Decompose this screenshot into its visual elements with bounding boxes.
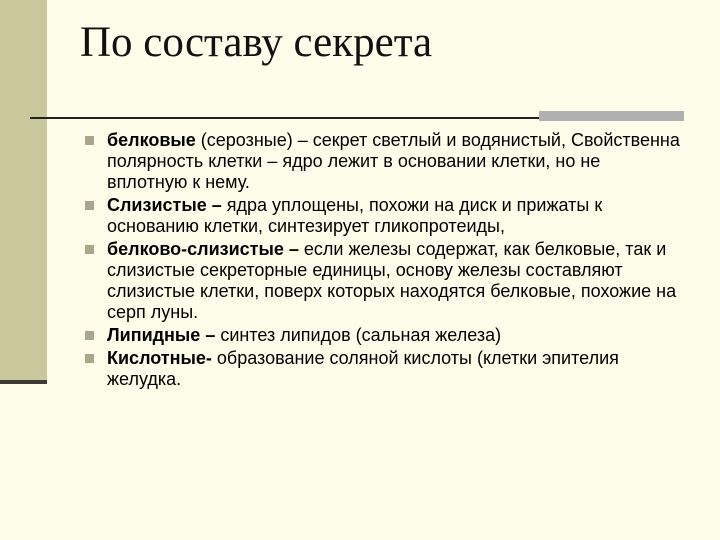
item-text: ядра уплощены, похожи на диск и прижаты к основанию клетки, синтезирует гликопротеиды, (107, 195, 603, 236)
square-bullet-icon (85, 354, 94, 363)
item-term: Слизистые – (107, 195, 222, 215)
item-text: если железы содержат, как белковые, так и слизистые секреторные единицы, основу железы составляют слизистые клетки, поверх которых находятся белковые, похожие на серп луны. (107, 239, 677, 322)
bullet-list (85, 130, 685, 392)
divider-accent (539, 111, 684, 121)
square-bullet-icon (85, 201, 94, 210)
list-item (85, 130, 685, 193)
square-bullet-icon (85, 136, 94, 145)
side-decoration-underline (0, 380, 47, 384)
list-item (85, 348, 685, 390)
square-bullet-icon (85, 245, 94, 254)
item-text: синтез липидов (сальная железа) (215, 325, 502, 345)
item-term: белково-слизистые – (107, 239, 299, 259)
side-decoration-bar (0, 0, 47, 382)
list-item (85, 325, 685, 346)
item-term: белковые (107, 130, 196, 150)
square-bullet-icon (85, 331, 94, 340)
item-text: (серозные) – секрет светлый и водянистый, Свойственна полярность клетки – ядро лежит в основании клетки, но не вплотную к нему. (107, 130, 680, 192)
item-term: Кислотные- (107, 348, 212, 368)
slide-title: По составу секрета (80, 19, 433, 66)
list-item (85, 195, 685, 237)
item-text: образование соляной кислоты (клетки эпителия желудка. (107, 348, 619, 389)
item-term: Липидные – (107, 325, 216, 345)
list-item (85, 239, 685, 323)
